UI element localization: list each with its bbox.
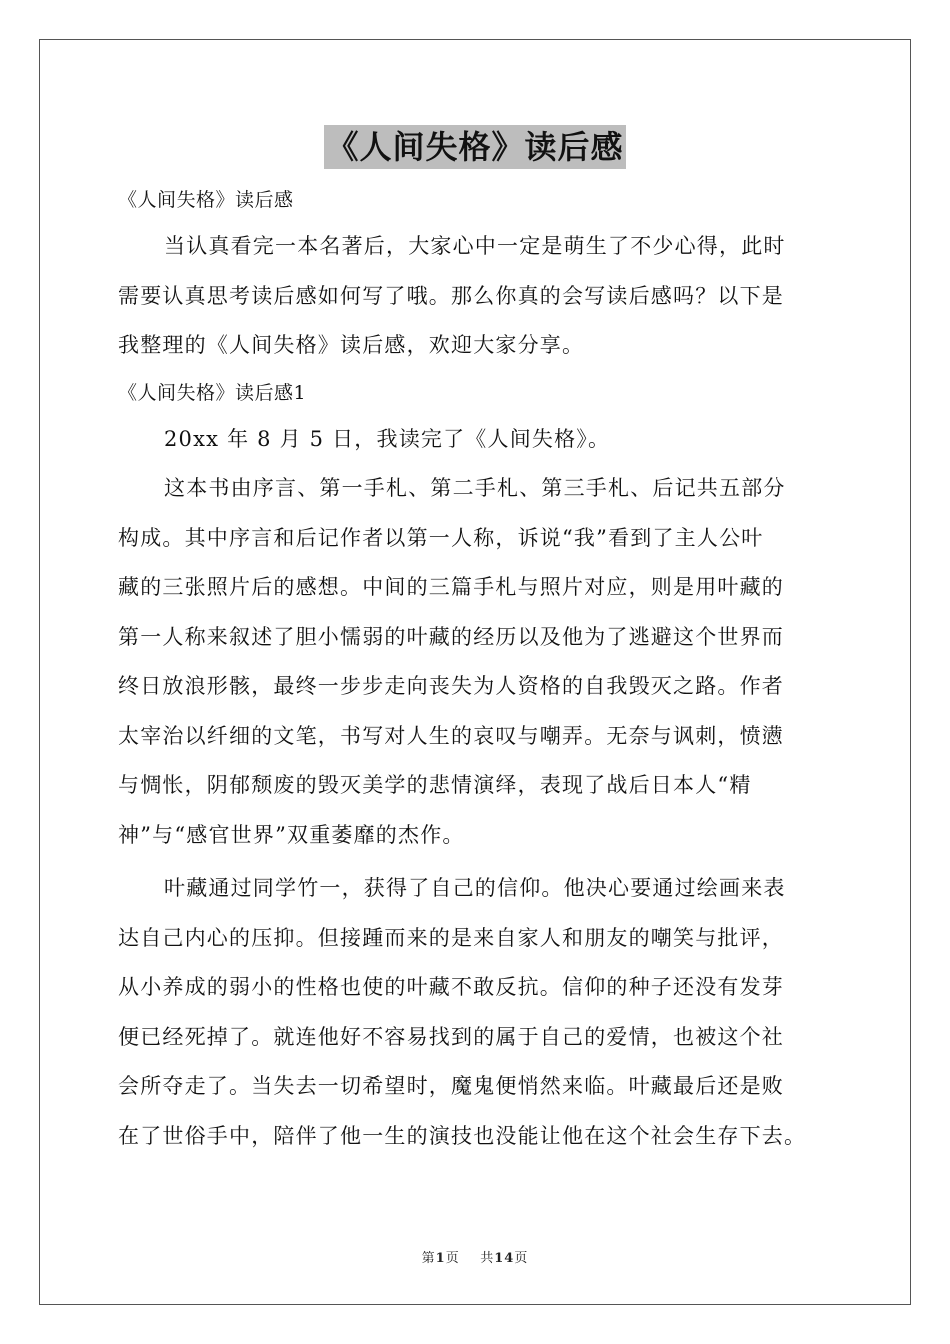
paragraph2-line: 会所夺走了。当失去一切希望时，魔鬼便悄然来临。叶藏最后还是败 [118, 1074, 784, 1098]
paragraph1-line: 与惆怅，阴郁颓废的毁灭美学的悲情演绎，表现了战后日本人“精 [118, 773, 752, 797]
page-footer [0, 1247, 950, 1266]
paragraph2-line: 便已经死掉了。就连他好不容易找到的属于自己的爱情，也被这个社 [118, 1024, 784, 1049]
paragraph1-line: 藏的三张照片后的感想。中间的三篇手札与照片对应，则是用叶藏的 [118, 575, 784, 599]
paragraph1-line: 这本书由序言、第一手札、第二手札、第三手札、后记共五部分 [164, 476, 786, 500]
paragraph1-line: 神”与“感官世界”双重萎靡的杰作。 [118, 822, 465, 847]
page-suffix: 页 [445, 1251, 460, 1266]
page-prefix: 第 [421, 1251, 436, 1266]
total-suffix: 页 [514, 1251, 529, 1266]
page-number: 1 [435, 1251, 446, 1266]
paragraph2-line: 达自己内心的压抑。但接踵而来的是来自家人和朋友的嘲笑与批评， [118, 925, 784, 950]
subtitle: 《人间失格》读后感 [118, 189, 294, 211]
paragraph1-line: 终日放浪形骸，最终一步步走向丧失为人资格的自我毁灭之路。作者 [118, 674, 784, 698]
paragraph1-line: 太宰治以纤细的文笔，书写对人生的哀叹与嘲弄。无奈与讽刺，愤懑 [118, 723, 784, 748]
paragraph2-line: 叶藏通过同学竹一，获得了自己的信仰。他决心要通过绘画来表 [164, 876, 786, 900]
paragraph1-line: 第一人称来叙述了胆小懦弱的叶藏的经历以及他为了逃避这个世界而 [118, 624, 784, 649]
document-body [118, 178, 834, 1161]
title-container [0, 125, 950, 169]
paragraph1-line: 构成。其中序言和后记作者以第一人称，诉说“我”看到了主人公叶 [118, 525, 764, 550]
paragraph2-line: 在了世俗手中，陪伴了他一生的演技也没能让他在这个社会生存下去。 [118, 1123, 807, 1148]
date-line: 20xx 年 8 月 5 日，我读完了《人间失格》。 [164, 426, 611, 451]
intro-line: 当认真看完一本名著后，大家心中一定是萌生了不少心得，此时 [164, 234, 786, 258]
page-total: 14 [494, 1251, 515, 1266]
total-prefix: 共 [480, 1251, 495, 1266]
paragraph2-line: 从小养成的弱小的性格也使的叶藏不敢反抗。信仰的种子还没有发芽 [118, 975, 784, 999]
intro-line: 我整理的《人间失格》读后感，欢迎大家分享。 [118, 333, 585, 357]
document-title: 《人间失格》读后感 [324, 125, 625, 169]
intro-line: 需要认真思考读后感如何写了哦。那么你真的会写读后感吗？以下是 [118, 283, 784, 308]
section-heading: 《人间失格》读后感1 [118, 381, 307, 404]
